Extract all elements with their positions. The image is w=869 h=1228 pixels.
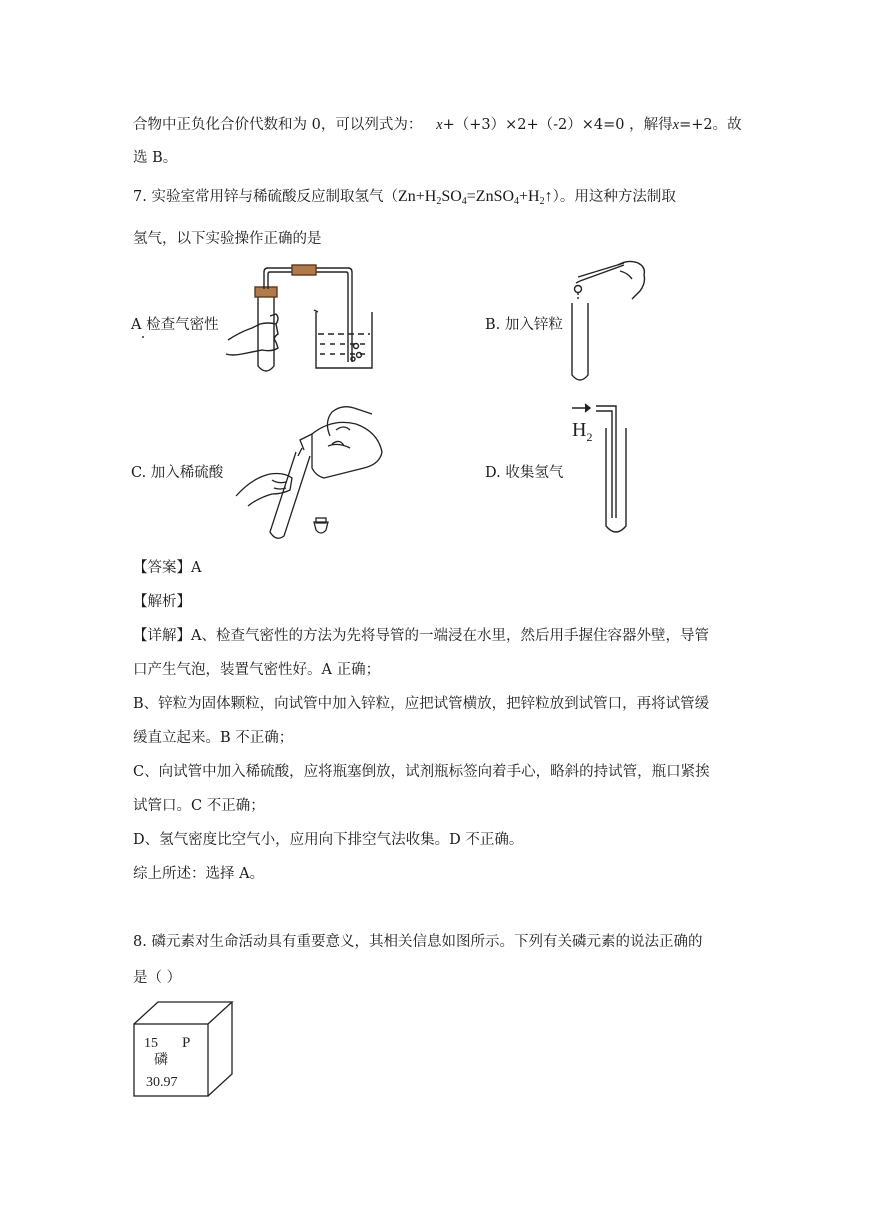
detail-line-1: 【详解】A、检查气密性的方法为先将导管的一端浸在水里，然后用手握住容器外壁，导管 (133, 628, 709, 644)
option-c-label: C. 加入稀硫酸 (131, 465, 224, 481)
figure-c-adding-acid (232, 400, 392, 545)
hydrogen-label: $H_2$ (572, 419, 593, 444)
solution-line-2: 选 B。 (133, 150, 178, 166)
detail-line-7: D、氢气密度比空气小，应用向下排空气法收集。D 不正确。 (133, 832, 524, 848)
solution-line-1: 合物中正负化合价代数和为 0，可以列式为： x+（+3）×2+（-2）×4=0 ，解得x=+2。故 (133, 117, 742, 133)
atomic-number: 15 (144, 1036, 158, 1051)
stray-dot (142, 336, 144, 338)
figure-a-airtightness-check (222, 262, 382, 378)
option-b-label: B. 加入锌粒 (485, 317, 563, 333)
detail-line-6: 试管口。C 不正确； (133, 798, 265, 814)
figure-b-adding-zinc (562, 253, 652, 385)
answer: 【答案】A (133, 560, 202, 576)
question-8-stem-line-2: 是（ ） (133, 970, 182, 986)
phosphorus-element-cube (132, 1000, 236, 1100)
figure-d-collecting-hydrogen (568, 402, 644, 538)
element-symbol: P (182, 1035, 191, 1051)
option-d-label: D. 收集氢气 (485, 465, 564, 481)
element-name: 磷 (154, 1052, 168, 1068)
detail-line-8: 综上所述：选择 A。 (133, 866, 265, 882)
analysis-heading: 【解析】 (133, 594, 191, 610)
detail-line-2: 口产生气泡，装置气密性好。A 正确； (133, 662, 381, 678)
detail-line-4: 缓直立起来。B 不正确； (133, 730, 294, 746)
detail-line-3: B、锌粒为固体颗粒，向试管中加入锌粒，应把试管横放，把锌粒放到试管口，再将试管缓 (133, 696, 710, 712)
question-7-stem: 7. 实验室常用锌与稀硫酸反应制取氢气$(Zn+H_2SO_4=ZnSO_4+H_2↑)$。用这种方法制取 (133, 188, 676, 207)
option-a-label: A 检查气密性 (131, 317, 219, 333)
question-8-stem: 8. 磷元素对生命活动具有重要意义，其相关信息如图所示。下列有关磷元素的说法正确的 (133, 934, 703, 950)
atomic-mass: 30.97 (146, 1075, 178, 1090)
question-7-stem-line-2: 氢气，以下实验操作正确的是 (133, 231, 322, 247)
chemical-equation: $Zn+H_2SO_4=ZnSO_4+H_2↑$ (397, 188, 553, 207)
detail-line-5: C、向试管中加入稀硫酸，应将瓶塞倒放，试剂瓶标签向着手心，略斜的持试管，瓶口紧挨 (133, 764, 710, 780)
